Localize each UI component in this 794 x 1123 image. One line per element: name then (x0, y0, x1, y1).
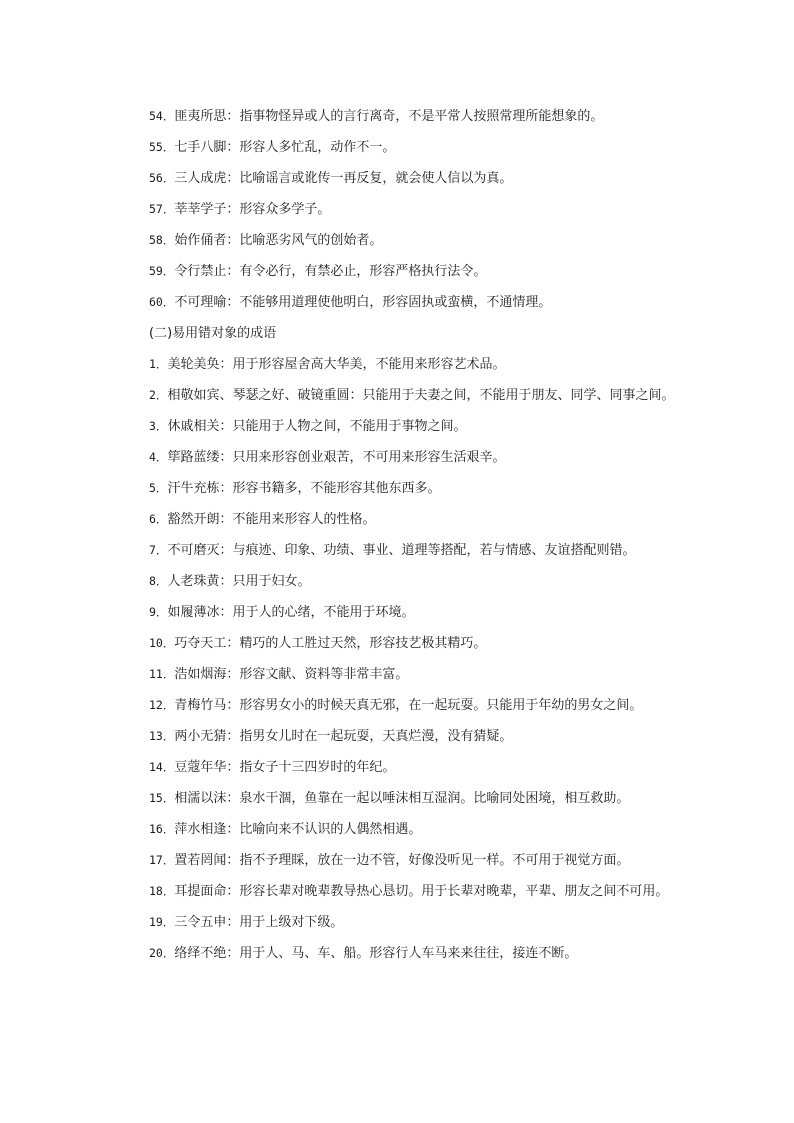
item-text: 相濡以沫：泉水干涸，鱼靠在一起以唾沫相互湿润。比喻同处困境，相互救助。 (174, 791, 630, 806)
idiom-item-8 (113, 566, 683, 597)
item-text: 汗牛充栋：形容书籍多，不能形容其他东西多。 (167, 481, 441, 496)
item-text: 三令五申：用于上级对下级。 (174, 915, 344, 930)
item-text: 始作俑者：比喻恶劣风气的创始者。 (174, 233, 383, 248)
item-text: 三人成虎：比喻谣言或讹传一再反复，就会使人信以为真。 (174, 171, 513, 186)
idiom-item-4 (113, 442, 683, 473)
item-text: 青梅竹马：形容男女小的时候天真无邪，在一起玩耍。只能用于年幼的男女之间。 (174, 698, 643, 713)
item-number: 16． (149, 822, 175, 836)
idiom-item-58 (113, 225, 683, 256)
idiom-item-12 (113, 690, 683, 721)
item-text: 七手八脚：形容人多忙乱，动作不一。 (174, 140, 396, 155)
idiom-item-60 (113, 287, 683, 318)
idiom-item-59 (113, 256, 683, 287)
item-number: 17． (149, 853, 175, 867)
idiom-item-55 (113, 132, 683, 163)
item-number: 58． (149, 233, 175, 247)
item-text: 不可磨灭：与痕迹、印象、功绩、事业、道理等搭配，若与情感、友谊搭配则错。 (167, 543, 636, 558)
idiom-item-19 (113, 907, 683, 938)
item-number: 54． (149, 109, 175, 123)
item-number: 57． (149, 202, 175, 216)
item-text: 筚路蓝缕：只用来形容创业艰苦，不可用来形容生活艰辛。 (167, 450, 506, 465)
item-number: 9． (149, 605, 168, 619)
item-text: 豆蔻年华：指女子十三四岁时的年纪。 (174, 760, 396, 775)
idiom-item-7 (113, 535, 683, 566)
item-text: 令行禁止：有令必行，有禁必止，形容严格执行法令。 (174, 264, 487, 279)
item-number: 19． (149, 915, 175, 929)
item-number: 10． (149, 636, 175, 650)
item-text: 美轮美奂：用于形容屋舍高大华美，不能用来形容艺术品。 (167, 357, 506, 372)
item-number: 14． (149, 760, 175, 774)
item-text: 络绎不绝：用于人、马、车、船。形容行人车马来来往往，接连不断。 (174, 946, 578, 961)
idiom-item-17 (113, 845, 683, 876)
item-number: 56． (149, 171, 175, 185)
idiom-item-56 (113, 163, 683, 194)
item-number: 12． (149, 698, 175, 712)
item-number: 8． (149, 574, 168, 588)
item-text: 置若罔闻：指不予理睬，放在一边不管，好像没听见一样。不可用于视觉方面。 (174, 853, 630, 868)
idiom-item-15 (113, 783, 683, 814)
item-text: 匪夷所思：指事物怪异或人的言行离奇，不是平常人按照常理所能想象的。 (174, 109, 604, 124)
item-text: 两小无猜：指男女儿时在一起玩耍，天真烂漫，没有猜疑。 (174, 729, 513, 744)
item-number: 55． (149, 140, 175, 154)
idiom-item-10 (113, 628, 683, 659)
item-number: 2． (149, 388, 168, 402)
idiom-item-14 (113, 752, 683, 783)
item-number: 18． (149, 884, 175, 898)
item-number: 15． (149, 791, 175, 805)
item-number: 1． (149, 357, 168, 371)
idiom-item-3 (113, 411, 683, 442)
idiom-item-18 (113, 876, 683, 907)
item-number: 3． (149, 419, 168, 433)
document-body (113, 101, 683, 969)
item-number: 59． (149, 264, 175, 278)
idiom-item-6 (113, 504, 683, 535)
idiom-item-16 (113, 814, 683, 845)
item-text: 如履薄冰：用于人的心绪，不能用于环境。 (167, 605, 415, 620)
idiom-item-1 (113, 349, 683, 380)
item-text: 相敬如宾、琴瑟之好、破镜重圆：只能用于夫妻之间，不能用于朋友、同学、同事之间。 (167, 388, 675, 403)
idiom-item-2 (113, 380, 683, 411)
item-number: 5． (149, 481, 168, 495)
item-text: 莘莘学子：形容众多学子。 (174, 202, 331, 217)
idiom-item-11 (113, 659, 683, 690)
item-number: 60． (149, 295, 175, 309)
item-number: 20． (149, 946, 175, 960)
item-text: 人老珠黄：只用于妇女。 (167, 574, 311, 589)
item-number: 6． (149, 512, 168, 526)
idiom-item-20 (113, 938, 683, 969)
item-text: 耳提面命：形容长辈对晚辈教导热心恳切。用于长辈对晚辈，平辈、朋友之间不可用。 (174, 884, 669, 899)
idiom-item-54 (113, 101, 683, 132)
idiom-item-9 (113, 597, 683, 628)
idiom-item-5 (113, 473, 683, 504)
idiom-item-13 (113, 721, 683, 752)
item-text: 浩如烟海：形容文献、资料等非常丰富。 (174, 667, 409, 682)
item-number: 4． (149, 450, 168, 464)
item-text: 巧夺天工：精巧的人工胜过天然，形容技艺极其精巧。 (174, 636, 487, 651)
idiom-item-57 (113, 194, 683, 225)
item-text: 不可理喻：不能够用道理使他明白，形容固执或蛮横，不通情理。 (174, 295, 552, 310)
item-text: 豁然开朗：不能用来形容人的性格。 (167, 512, 376, 527)
item-number: 11． (149, 667, 175, 681)
item-text: 萍水相逢：比喻向来不认识的人偶然相遇。 (174, 822, 422, 837)
item-number: 13． (149, 729, 175, 743)
section-heading: (二)易用错对象的成语 (149, 326, 277, 341)
item-number: 7． (149, 543, 168, 557)
item-text: 休戚相关：只能用于人物之间，不能用于事物之间。 (167, 419, 467, 434)
